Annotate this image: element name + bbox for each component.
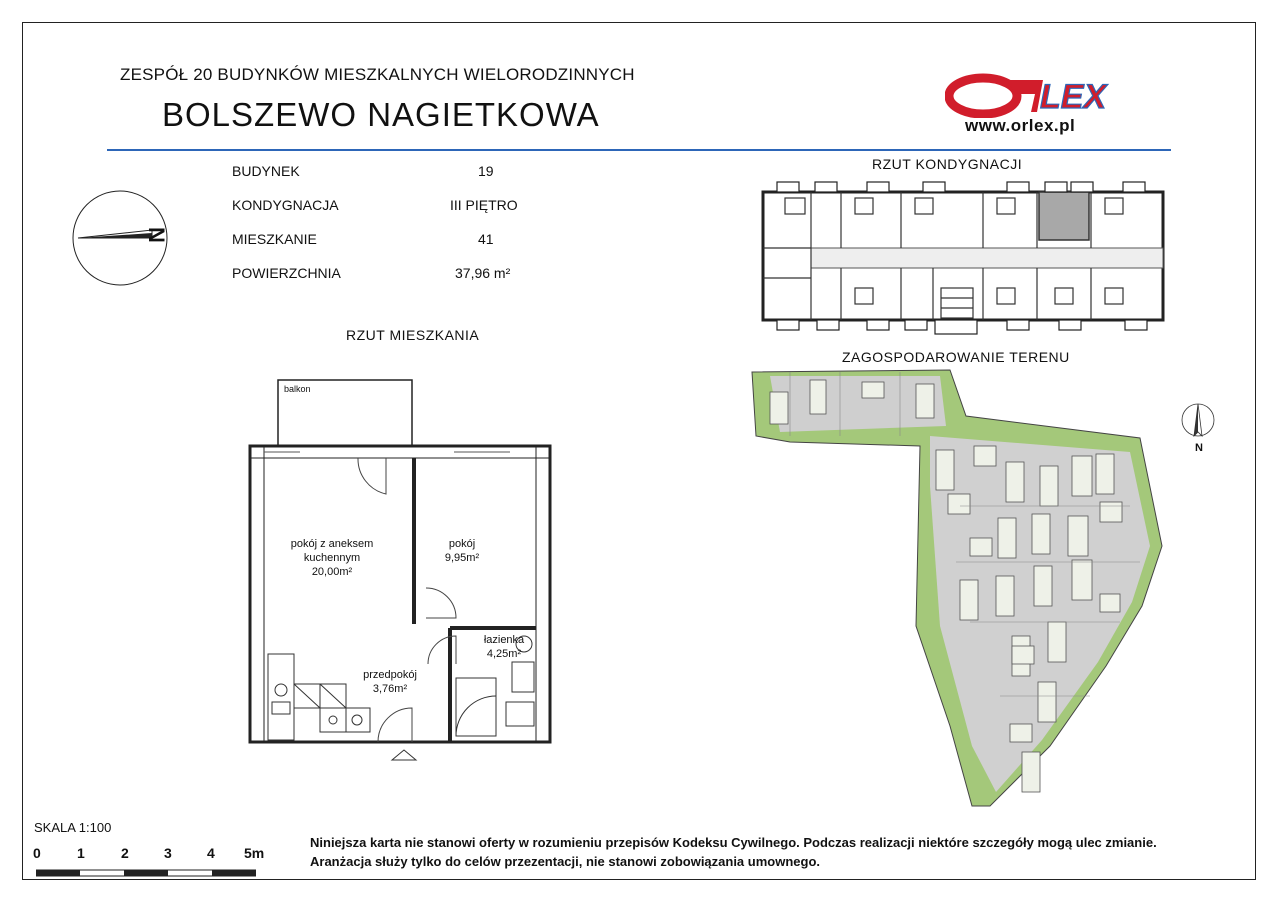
room-label-living xyxy=(282,537,382,579)
info-label: BUDYNEK xyxy=(232,163,300,179)
info-label: POWIERZCHNIA xyxy=(232,265,341,281)
info-label: MIESZKANIE xyxy=(232,231,317,247)
info-label: KONDYGNACJA xyxy=(232,197,339,213)
compass-north-letter: N xyxy=(143,227,169,243)
bath-area: 4,25m² xyxy=(486,648,522,660)
room-label-hall xyxy=(352,668,428,696)
site-plan-map xyxy=(750,366,1170,816)
svg-text:LEX: LEX xyxy=(1040,78,1107,116)
info-value: 37,96 m² xyxy=(455,265,511,281)
disclaimer xyxy=(310,833,1157,871)
living-area: 20,00m² xyxy=(311,566,353,578)
scale-tick-4: 4 xyxy=(207,845,215,861)
scale-bar xyxy=(36,866,256,878)
disclaimer-line1: Niniejsza karta nie stanowi oferty w rozumieniu przepisów Kodeksu Cywilnego. Podczas realizacji niektóre szczegóły mogą ulec zmianie. xyxy=(310,835,1157,850)
site-plan-north-letter: N xyxy=(1195,442,1203,454)
bath-name: łazienka xyxy=(483,634,525,646)
scale-tick-1: 1 xyxy=(77,845,85,861)
floor-plan-drawing xyxy=(755,178,1165,336)
scale-label: SKALA 1:100 xyxy=(34,820,112,835)
room-label-balcony: balkon xyxy=(284,384,311,394)
scale-tick-3: 3 xyxy=(164,845,172,861)
hall-name: przedpokój xyxy=(363,669,417,681)
hall-area: 3,76m² xyxy=(372,683,408,695)
living-name-line1: pokój z aneksem xyxy=(290,538,374,550)
header-divider xyxy=(107,149,1171,151)
info-value: 41 xyxy=(478,231,494,247)
scale-tick-0: 0 xyxy=(33,845,41,861)
room-area: 9,95m² xyxy=(444,552,480,564)
room-name: pokój xyxy=(448,538,476,550)
apartment-plan-title: RZUT MIESZKANIA xyxy=(346,327,480,343)
scale-tick-5: 5m xyxy=(244,845,265,861)
room-label-bath xyxy=(472,633,536,661)
disclaimer-line2: Aranżacja służy tylko do celów przezentacji, nie stanowi zobowiązania umownego. xyxy=(310,854,820,869)
info-value: III PIĘTRO xyxy=(450,197,518,213)
site-plan-north-arrow xyxy=(1180,402,1216,442)
scale-tick-2: 2 xyxy=(121,845,129,861)
living-name-line2: kuchennym xyxy=(303,552,361,564)
project-subtitle: ZESPÓŁ 20 BUDYNKÓW MIESZKALNYCH WIELORODZINNYCH xyxy=(120,65,635,84)
room-label-room xyxy=(432,537,492,565)
info-value: 19 xyxy=(478,163,494,179)
orlex-logo xyxy=(945,72,1175,118)
floor-plan-title: RZUT KONDYGNACJI xyxy=(872,156,1023,172)
project-title: BOLSZEWO NAGIETKOWA xyxy=(162,96,600,133)
site-plan-title: ZAGOSPODAROWANIE TERENU xyxy=(842,349,1070,365)
logo-url: www.orlex.pl xyxy=(965,116,1076,135)
